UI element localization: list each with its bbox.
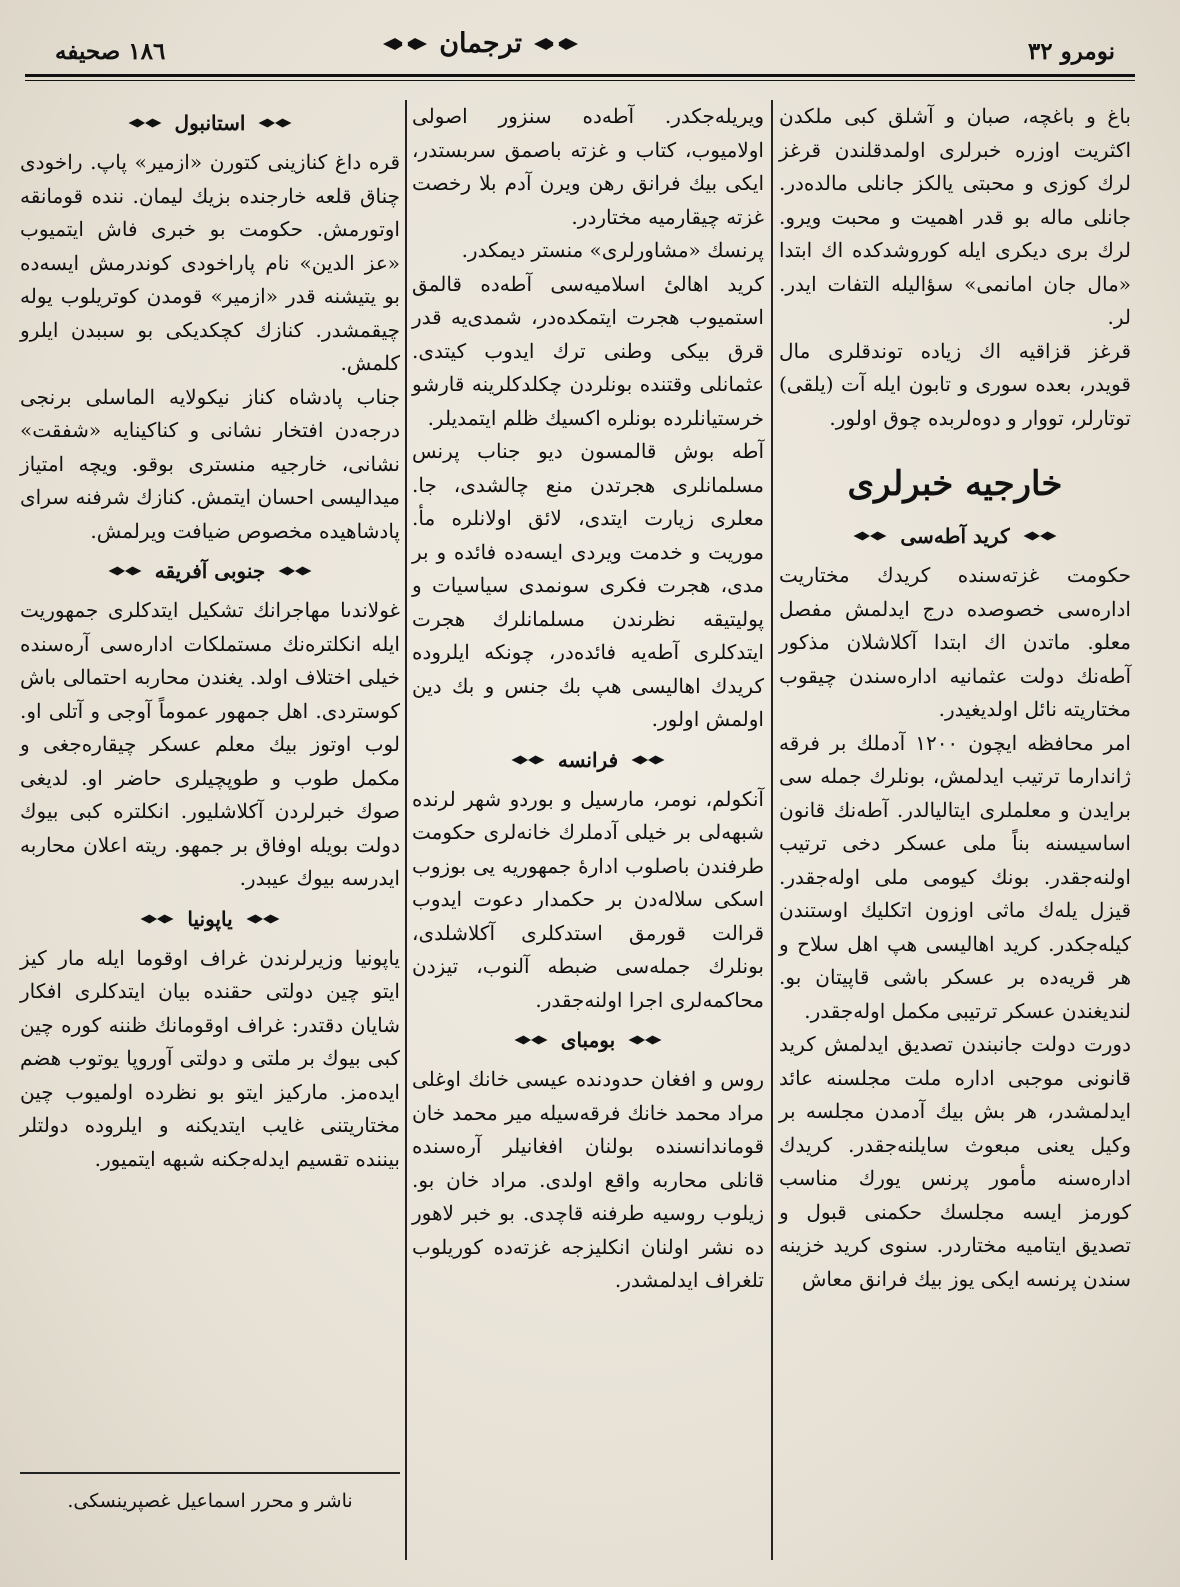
article-paragraph: غولاندىا مهاجرانك تشكيل ايتدكلرى جمهوريت ايله انكلتره‌نك مستملكات اداره‌سى آره‌سنده خيلى اختلاف اولد. يغندن محاربه احتمالى باش كوستردى. اهل جمهور عموماً آوجى و آتلى او. لوب اوتوز بيك معلم عسكر چيقاره‌جغى و مكمل طوب و طوپچيلرى حاضر او. لديغى صوك خبرلردن آكلاشليور. انكلتره كبى بيوك دولت بويله اوفاق بر جمهو. ريته اعلان محاربه ايدرسه بيوك عيبدر. (20, 598, 400, 890)
ornament-icon (510, 753, 546, 767)
article-paragraph: ويريله‌جكدر. آطه‌ده سنزور اصولى اولاميوب، كتاب و غزته باصمق سربستدر، ايكى بيك فرانق رهن ويرن آدم بلا رخصت غزته چيقارميه مختاردر. (412, 104, 764, 229)
section-title: خارجيه خبرلرى (847, 464, 1063, 504)
article-paragraph: قره داغ كنازينى كتورن «ازمير» پاپ. راخودى چناق قلعه خارجنده بزيك ليمان. ننده قومانقه اوتورمش. حكومت بو خبرى فاش ايتميوب «عز الدين» نام پاراخودى كوندرمش ايسه‌ده بو يتيشنه قدر «ازمير» قومدن كوتريلوب يوله چيقمشدر. كنازك كچكديكى بو سببدن ايلرو كلمش. (20, 150, 400, 375)
section-heading (412, 743, 764, 777)
article-paragraph: امر محافظه ايچون ١٢٠٠ آدملك بر فرقه ژاندارما ترتيب ايدلمش، بونلرك جمله سى برايدن و معلملرى ايتاليالدر. آطه‌نك قانون اساسيسنه بناً ملى عسكر دخى ترتيب اولنه‌جقدر. بونك كيومى ملى اوله‌جقدر. قيزل يلەك ماثى اوزون اتكليك اوستندن كيلەجكدر. كريد اهاليسى هپ اهل سلاح و هر قريه‌ده بر عسكر باشى قاپيتان بو. لنديغندن عسكر ترتيبى مكمل اوله‌جقدر. (779, 730, 1131, 1023)
ornament-icon (107, 564, 143, 578)
footer-rule (20, 1472, 400, 1474)
ornament-icon (532, 37, 580, 51)
ornament-icon (1022, 529, 1058, 543)
article-paragraph: دورت دولت جانبندن تصديق ايدلمش كريد قانونى موجبى اداره ملت مجلسنه عائد ايدلمشدر، هر بش بيك آدمدن مجلسه بر وكيل يعنى مبعوث سايلنه‌جقدر. كريدك اداره‌سنه مأمور پرنس يورك مناسب كورمز ايسه مجلسك حكمنى قبول و تصديق ايتاميه مختاردر. سنوى كريد خزينه سندن پرنسه ايكى يوز بيك فرانق معاش (779, 1032, 1131, 1291)
page-header (25, 28, 1135, 94)
ornament-icon (245, 912, 281, 926)
article-paragraph: باغ و باغچه، صبان و آشلق كبى ملكدن اكثريت اوزره خبرلرى اولمدقلندن قرغز لرك كوزى و محبتى يالكز جانلى مالده‌در. جانلى ماله بو قدر اهميت و محبت ويرو. لرك بری ديكرى ايله كوروشدكده اك ابتدا «مال جان امانمى» سؤاليله التفات ايدر. لر. (779, 104, 1131, 329)
ornament-icon (627, 1033, 663, 1047)
right-column (779, 100, 1131, 1540)
article-paragraph: روس و افغان حدودنده عيسى خانك اوغلى مراد محمد خانك فرقه‌سيله مير محمد خان قوماندانسنده بولنان افغانيلر آره‌سنده قانلى محاربه واقع اولدى. مراد خان بو. زيلوب روسيه طرفنه قاچدى. بو خبر لاهور ده نشر اولنان انكليزجه غزته‌ده كوريلوب تلغراف ايدلمشدر. (412, 1067, 764, 1292)
publisher-line: ناشر و محرر اسماعيل غصپرينسكى. (67, 1490, 353, 1512)
article-paragraph: پرنسك «مشاورلرى» منستر ديمكدر. (461, 238, 764, 262)
column-divider (771, 100, 773, 1560)
section-heading (779, 519, 1131, 553)
ornament-icon (127, 116, 163, 130)
section-heading (20, 554, 400, 588)
heading-text: ياپونيا (187, 906, 233, 931)
ornament-icon (513, 1033, 549, 1047)
header-rule-thin (25, 80, 1135, 81)
article-paragraph: جناب پادشاه كناز نيكولايه الماسلى برنجى درجه‌دن افتخار نشانى و كناكينايه «شفقت» نشانى، خارجيه منسترى بوقو. ويچه امتياز ميداليسى احسان ايتمش. كنازك شرفنه سراى پادشاهيده مخصوص ضيافت ويرلمش. (20, 384, 400, 543)
masthead-block (0, 28, 580, 59)
ornament-icon (277, 564, 313, 578)
ornament-icon (630, 753, 666, 767)
masthead-title: ترجمان (439, 28, 522, 59)
header-rule (25, 74, 1135, 77)
article-paragraph: حكومت غزته‌سنده كريدك مختاريت اداره‌سى خصوصده درج ايدلمش مفصل معلو. ماتدن اك ابتدا آكلاشلان مذكور آطه‌نك دولت عثمانيه اداره‌سندن چيقوب مختاريته نائل اولديغيدر. (779, 563, 1131, 721)
column-divider (405, 100, 407, 1560)
page-number: ١٨٦ صحيفه (55, 38, 166, 65)
article-paragraph: ياپونيا وزيرلرندن غراف اوقوما ايله مار كيز ايتو چين دولتى حقنده بيان ايتدكلرى افكار شايان دقتدر: غراف اوقومانك ظننه كوره چين كبى بيوك بر ملتى و دولتى آوروپا يوتوب هضم ايده‌مز. ماركيز ايتو بو نظرده اولميوب چين مختاريتنى غايب ايتديكنه و ايلروده دولتلر بيننده تقسيم ايدله‌جكنه شبهه ايتميور. (20, 945, 400, 1171)
article-paragraph: كريد اهالىٔ اسلاميه‌سى آطه‌ده قالمق استميوب هجرت ايتمكده‌در، شمدى‌يه قدر قرق بيكى وطنى ترك ايدوب كيتدى. عثمانلى وقتنده بونلردن چكلدكلرينه قارشو خرستيانلرده بونلره اكسيك ظلم ايتمديلر. (412, 271, 764, 430)
heading-text: فرانسه (557, 747, 619, 772)
article-paragraph: قرغز قزاقيه اك زياده توندقلرى مال قويدر، بعده سورى و تابون ايله آت (يلقى) توتارلر، تووار و دوه‌لربده چوق اولور. (779, 338, 1131, 430)
heading-text: جنوبى آفريقه (154, 559, 266, 583)
ornament-icon (852, 529, 888, 543)
left-column (20, 100, 400, 1540)
heading-text: بومباى (560, 1028, 616, 1052)
ornament-icon (139, 912, 175, 926)
section-heading (20, 106, 400, 140)
heading-text: كريد آطه‌سى (900, 524, 1010, 548)
middle-column (412, 100, 764, 1540)
ornament-icon (257, 116, 293, 130)
section-heading (412, 1023, 764, 1057)
article-paragraph: آنكولم، نومر، مارسيل و بوردو شهر لرنده شبهه‌لى بر خيلى آدملرك خانه‌لرى حكومت طرفندن باصلوب ادارهٔ جمهوريه يى بوزوب اسكى سلاله‌دن بر حكمدار دعوت ايدوب قرالت قورمق استدكلرى آكلاشلدى، بونلرك جمله‌سى ضبطه آلنوب، تيزدن محاكمه‌لرى اجرا اولنه‌جقدر. (412, 786, 764, 1012)
article-paragraph: آطه بوش قالمسون ديو جناب پرنس مسلمانلرى هجرتدن منع چالشدى، جا. معلرى زيارت ايتدى، لائق اولانلره مأ. موريت و خدمت ويردى ايسه‌ده فائده و بر مدى، هجرت فكرى سونمدى سياسيات و پوليتيقه نظرندن مسلمانلرك هجرت ايتدكلرى آطه‌يه فائده‌در، چونكه ايلروده كريدك اهاليسى هپ بك جنس و بك دين اولمش اولور. (412, 439, 764, 731)
issue-number: نومرو ٣٢ (1027, 38, 1115, 65)
heading-text: استانبول (174, 111, 246, 135)
ornament-icon (381, 37, 429, 51)
section-heading (20, 902, 400, 936)
